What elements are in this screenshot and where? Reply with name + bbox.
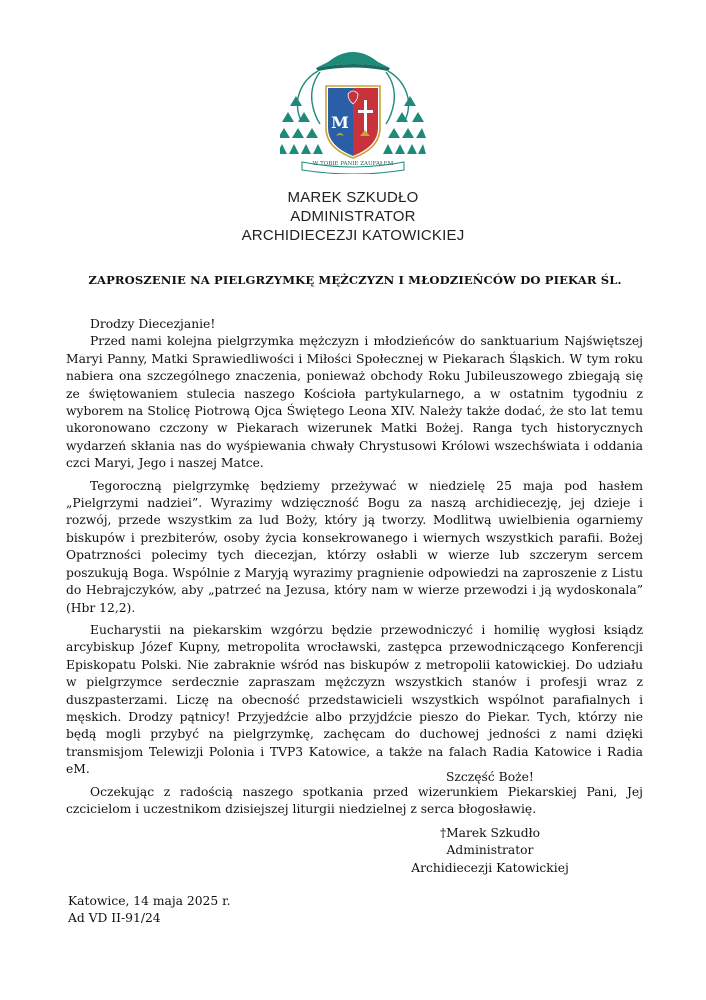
paragraph-3: Eucharystii na piekarskim wzgórzu będzie przewodniczyć i homilię wygłosi ksiądz arcybiskup Józef Kupny, metropolita wrocławski, zastępca przewodniczącego Konferencji Episkopatu Polski. Nie zabraknie wśród nas biskupów z metropolii katowickiej. Do udziału w pielgrzymce serdecznie zapraszam mężczyzn wszystkich stanów i profesji wraz z duszpasterzami. Liczę na obecność przedstawicieli wszystkich wspólnot parafialnych i męskich. Drodzy pątnicy! Przyjedźcie albo przyjdźcie pieszo do Piekar. Tych, którzy nie będą mogli przybyć na pielgrzymkę, zachęcam do duchowej jedności z nami dzięki transmisjom Telewizji Polonia i TVP3 Katowice, a także na falach Radia Katowice i Radia eM. [66,622,643,777]
signature-role: Administrator [446,843,534,858]
paragraph-2: Tegoroczną pielgrzymkę będziemy przeżywać w niedzielę 25 maja pod hasłem „Pielgrzymi nadziei”. Wyrazimy wdzięczność Bogu za naszą archidiecezję, jej dzieje i rozwój, przede wszystkim za lud Boży, który ją tworzy. Modlitwą uwielbienia ogarniemy biskupów i prezbiterów, osoby życia konsekrowanego i wiernych wszystkich parafii. Bożej Opatrzności polecimy tych diecezjan, którzy osłabli w wierze lub szczerym sercem poszukują Boga. Wspólnie z Maryją wyrazimy pragnienie odpowiedzi na zaproszenie z Listu do Hebrajczyków, aby „patrzeć na Jezusa, który nam w wierze przewodzi i ją wydoskonala” (Hbr 12,2). [66,478,643,615]
signature-name: †Marek Szkudło [439,826,541,840]
tassels-right-icon [383,96,426,154]
document-title: ZAPROSZENIE NA PIELGRZYMKĘ MĘŻCZYZN I MŁODZIEŃCÓW DO PIEKAR ŚL. [88,273,622,287]
hat-cords-left-icon [298,71,321,124]
tassels-left-icon [280,96,323,154]
shield-icon [326,86,380,158]
paragraph-4: Oczekując z radością naszego spotkania przed wizerunkiem Piekarskiej Pani, Jej czcicielom i uczestnikom dzisiejszej liturgii niedzielnej z serca błogosławię. [66,784,643,816]
motto-text: W TOBIE PANIE ZAUFAŁEM [312,161,394,167]
closing-blessing: Szczęść Boże! [446,770,534,784]
galero-hat-icon [316,52,390,71]
paragraph-1: Przed nami kolejna pielgrzymka mężczyzn i młodzieńców do sanktuarium Najświętszej Maryi Panny, Matki Sprawiedliwości i Miłości Społecznej w Piekarach Śląskich. W tym roku nabiera ona szczególnego znaczenia, ponieważ obchody Roku Jubileuszowego zbiegają się ze świętowaniem stulecia naszego Kościoła partykularnego, a w ostatnim tygodniu z wyborem na Stolicę Piotrową Ojca Świętego Leona XIV. Należy także dodać, że sto lat temu ukoronowano czczony w Piekarach wizerunek Matki Bożej. Ranga tych historycznych wydarzeń skłania nas do wyśpiewania chwały Chrystusowi Królowi wszechświata i oddania czci Maryi, Jego i naszej Matce. [66,334,643,471]
greeting: Drodzy Diecezjanie! [90,317,216,331]
place-date: Katowice, 14 maja 2025 r. [68,894,231,908]
hat-cords-right-icon [386,71,409,124]
author-name: MAREK SZKUDŁO [287,189,419,206]
letterhead [0,188,706,245]
motto-banner [300,158,406,174]
reference-number: Ad VD II-91/24 [68,911,161,926]
author-role: ADMINISTRATOR [290,208,416,225]
svg-text:M: M [331,113,349,132]
signature-block [400,825,580,877]
footer [68,893,231,928]
letter-body [66,316,643,823]
author-diocese: ARCHIDIECEZJI KATOWICKIEJ [241,227,465,244]
signature-diocese: Archidiecezji Katowickiej [411,860,569,875]
